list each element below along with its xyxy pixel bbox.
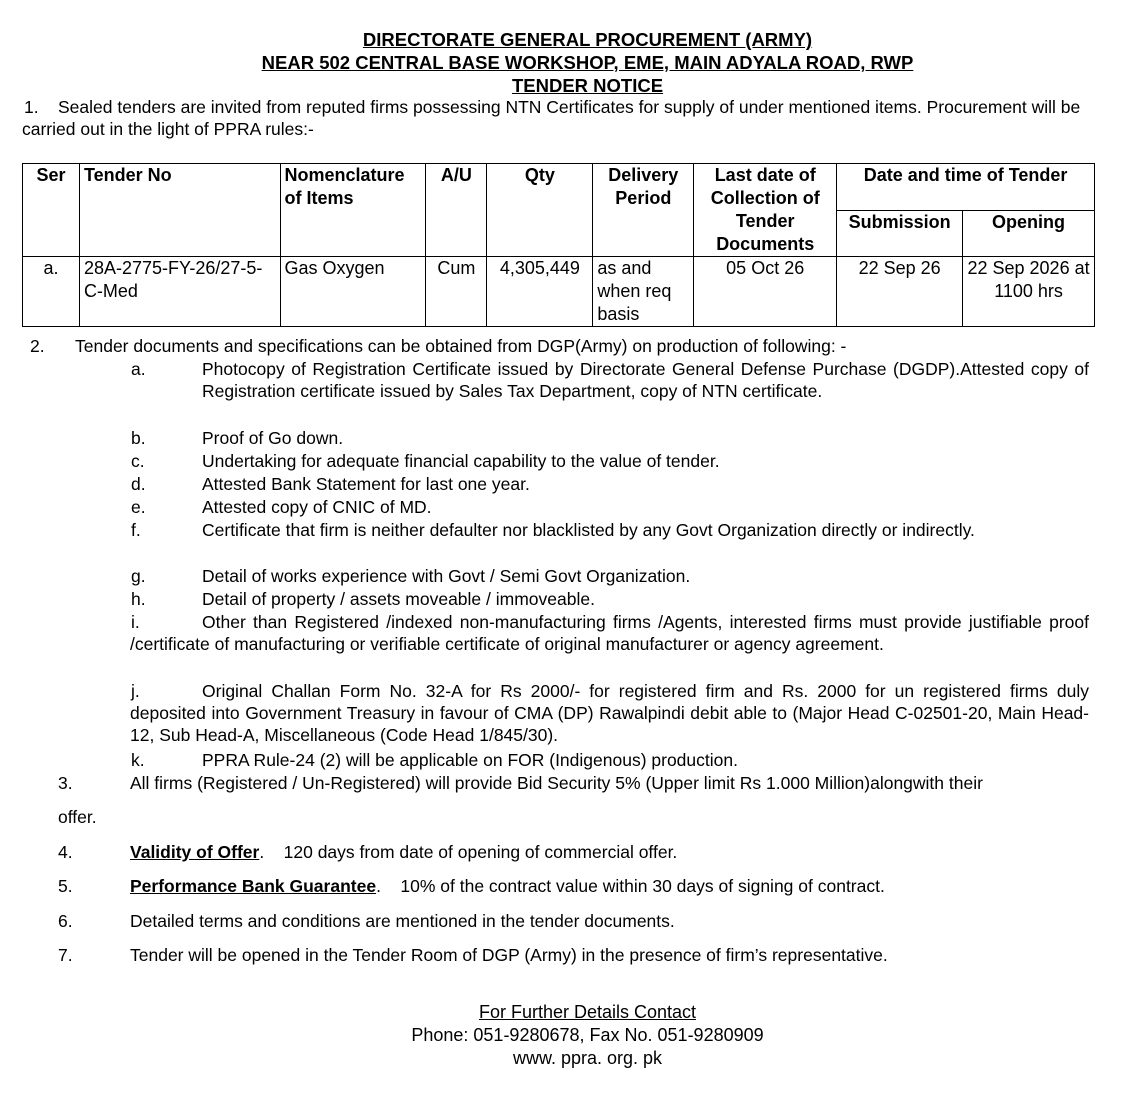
para5-text: 10% of the contract value within 30 days of signing of contract. [400, 876, 885, 896]
list-item: Attested Bank Statement for last one year. [202, 474, 530, 494]
cell-last-date: 05 Oct 26 [694, 257, 837, 327]
para2-text: Tender documents and specifications can be obtained from DGP(Army) on production of following: - [75, 336, 847, 356]
para1-line2: carried out in the light of PPRA rules:- [22, 119, 314, 139]
para4-title: Validity of Offer [130, 842, 260, 862]
item-letter: g. [131, 566, 146, 586]
item-letter: d. [131, 474, 146, 494]
list-item: Certificate that firm is neither defaulter nor blacklisted by any Govt Organization directly or indirectly. [202, 520, 975, 540]
cell-tender-no: 28A-2775-FY-26/27-5-C-Med [79, 257, 280, 327]
list-item: Attested copy of CNIC of MD. [202, 497, 432, 517]
para4-number: 4. [58, 842, 73, 862]
para6-text: Detailed terms and conditions are mentioned in the tender documents. [130, 911, 675, 931]
header-notice: TENDER NOTICE [511, 75, 664, 96]
table-row [23, 257, 1095, 327]
col-header-qty: Qty [487, 164, 593, 257]
item-letter: a. [131, 359, 146, 379]
para4-text: 120 days from date of opening of commercial offer. [283, 842, 678, 862]
item-letter: b. [131, 428, 146, 448]
para1-line1: Sealed tenders are invited from reputed firms possessing NTN Certificates for supply of under mentioned items. Procurement will be [58, 97, 1081, 117]
para3-text: All firms (Registered / Un-Registered) will provide Bid Security 5% (Upper limit Rs 1.000 Million)alongwith their [130, 773, 983, 793]
cell-submission: 22 Sep 26 [837, 257, 963, 327]
footer-phone: Phone: 051-9280678, Fax No. 051-9280909 [411, 1025, 764, 1045]
list-item: PPRA Rule-24 (2) will be applicable on FOR (Indigenous) production. [202, 750, 738, 770]
col-header-nomenclature: Nomenclature of Items [280, 164, 426, 257]
list-item: Original Challan Form No. 32-A for Rs 2000/- for registered firm and Rs. 2000 for un registered firms duly deposited into Government Treasury in favour of CMA (DP) Rawalpindi debit able to (Major Head C-02501-20, Main Head-12, Sub Head-A, Miscellaneous (Code Head 1/845/30). [130, 681, 1089, 745]
para3-number: 3. [58, 773, 73, 793]
para5-title: Performance Bank Guarantee [130, 876, 377, 896]
list-item: Detail of works experience with Govt / Semi Govt Organization. [202, 566, 691, 586]
para3-continued: offer. [58, 807, 97, 827]
cell-qty: 4,305,449 [487, 257, 593, 327]
cell-au: Cum [426, 257, 487, 327]
list-item: Undertaking for adequate financial capability to the value of tender. [202, 451, 720, 471]
list-item: Other than Registered /indexed non-manufacturing firms /Agents, interested firms must provide justifiable proof /certificate of manufacturing or verifiable certificate of original manufacturer or agency agreement. [130, 612, 1089, 654]
cell-delivery: as and when req basis [593, 257, 694, 327]
list-item: Photocopy of Registration Certificate issued by Directorate General Defense Purchase (DGDP).Attested copy of Registration certificate issued by Sales Tax Department, copy of NTN certificate. [202, 359, 1089, 401]
item-letter: f. [131, 520, 141, 540]
col-header-last-date: Last date of Collection of Tender Documents [694, 164, 837, 257]
para5-number: 5. [58, 876, 73, 896]
item-letter: h. [131, 589, 146, 609]
table-header-row [23, 164, 1095, 211]
cell-ser: a. [23, 257, 80, 327]
item-letter: c. [131, 451, 145, 471]
tender-table [22, 163, 1095, 327]
para1-number: 1. [24, 97, 39, 117]
col-header-delivery: Delivery Period [593, 164, 694, 257]
col-header-au: A/U [426, 164, 487, 257]
footer-website: www. ppra. org. pk [512, 1048, 663, 1068]
item-letter: i. [131, 612, 140, 632]
para4-line: Validity of Offer. 120 days from date of opening of commercial offer. [130, 842, 678, 862]
col-header-opening: Opening [963, 210, 1095, 257]
cell-nomenclature: Gas Oxygen [280, 257, 426, 327]
item-letter: j. [131, 681, 140, 701]
col-header-ser: Ser [23, 164, 80, 257]
col-header-tender-no: Tender No [79, 164, 280, 257]
cell-opening: 22 Sep 2026 at 1100 hrs [963, 257, 1095, 327]
item-letter: e. [131, 497, 146, 517]
para7-number: 7. [58, 945, 73, 965]
list-item: Proof of Go down. [202, 428, 344, 448]
col-header-date-time: Date and time of Tender [837, 164, 1095, 211]
header-title: DIRECTORATE GENERAL PROCUREMENT (ARMY) [362, 29, 813, 50]
para2-number: 2. [30, 336, 45, 356]
para7-text: Tender will be opened in the Tender Room of DGP (Army) in the presence of firm’s representative. [130, 945, 888, 965]
para6-number: 6. [58, 911, 73, 931]
item-letter: k. [131, 750, 145, 770]
list-item: Detail of property / assets moveable / immoveable. [202, 589, 595, 609]
header-address: NEAR 502 CENTRAL BASE WORKSHOP, EME, MAIN ADYALA ROAD, RWP [261, 52, 914, 73]
col-header-submission: Submission [837, 210, 963, 257]
footer-title: For Further Details Contact [478, 1002, 697, 1022]
para5-line: Performance Bank Guarantee. 10% of the contract value within 30 days of signing of contract. [130, 876, 885, 896]
